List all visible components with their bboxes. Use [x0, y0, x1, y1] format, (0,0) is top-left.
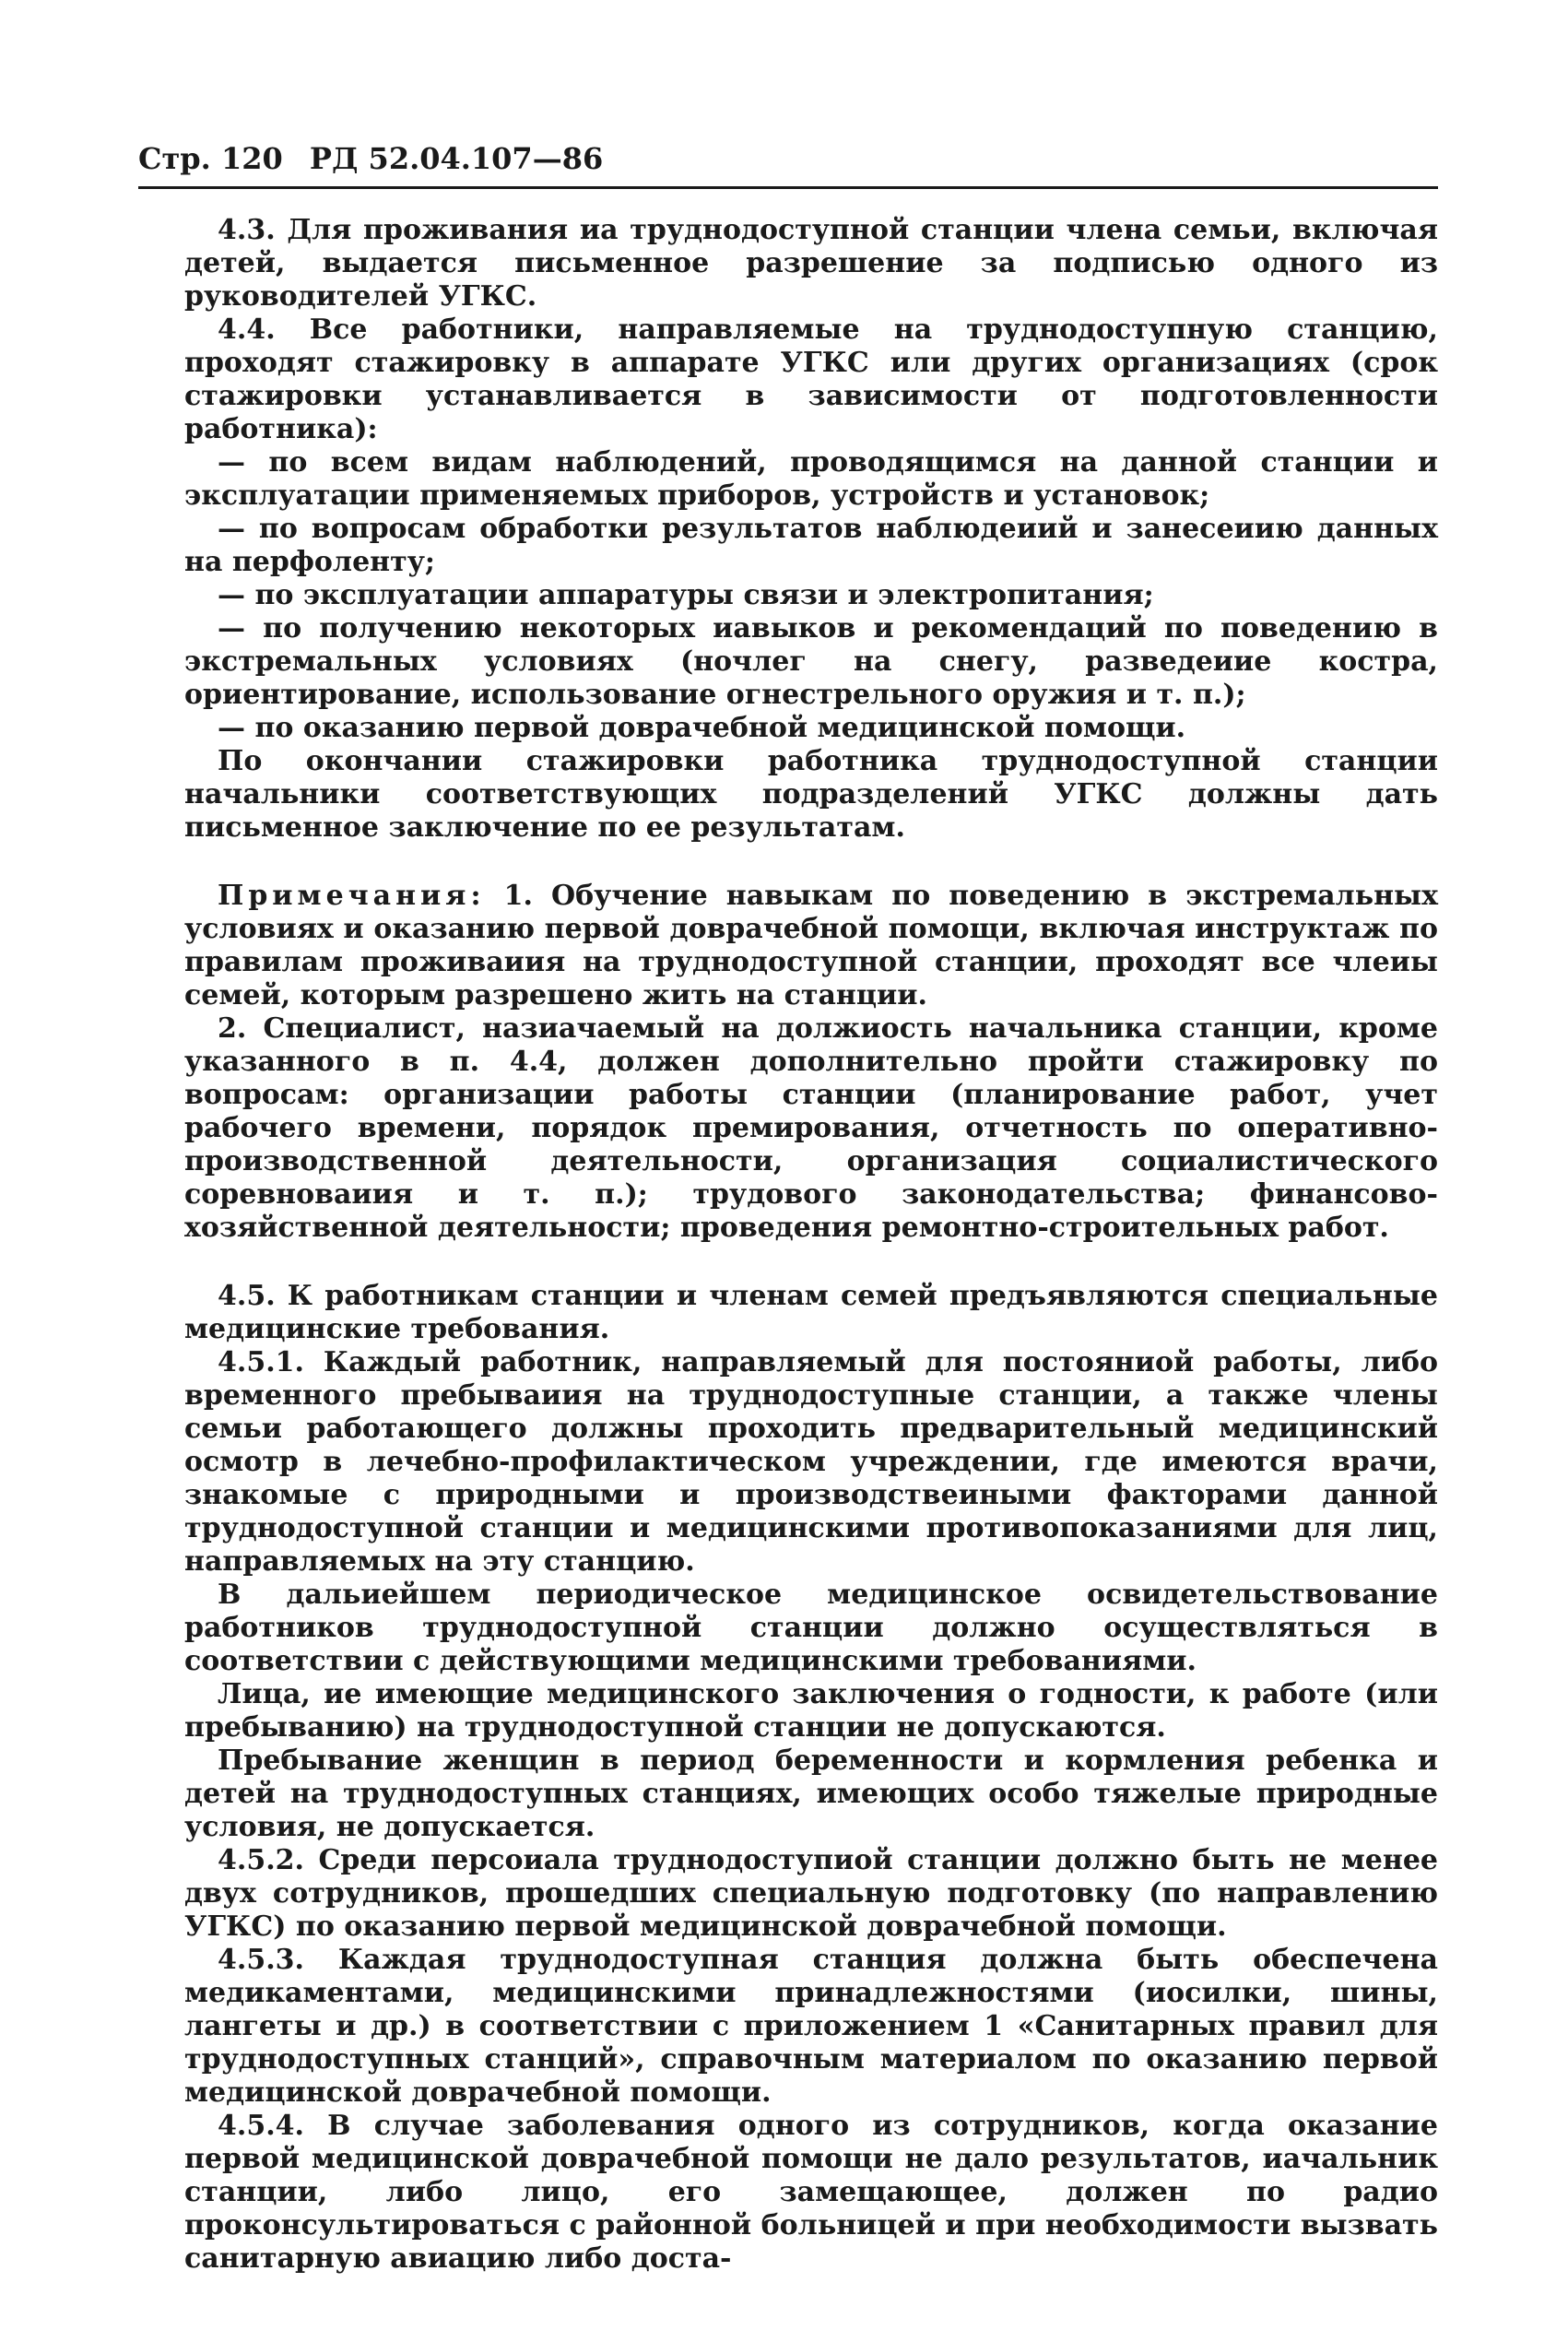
note-1	[184, 880, 1438, 1012]
paragraph-4-5-1: 4.5.1. Каждый работник, направляемый для постояниой работы, либо временного пребываиия на труднодоступные станции, а также члены семьи работающего должны проходить предварительный медицинский осмотр в лечебно-профилактическом учреждении, где имеются врачи, знакомые с природными и производствеиными факторами данной труднодоступной станции и медицинскими противопоказаниями для лиц, направляемых на эту станцию.	[184, 1346, 1438, 1578]
paragraph-4-5-2: 4.5.2. Среди персоиала труднодоступиой станции должно быть не менее двух сотрудников, прошедших специальную подготовку (по направлению УГКС) по оказанию первой медицинской доврачебной помощи.	[184, 1844, 1438, 1943]
paragraph-4-5-4: 4.5.4. В случае заболевания одного из сотрудников, когда оказание первой медицинской доврачебной помощи не дало результатов, иачальник станции, либо лицо, его замещающее, должен по радио проконсультироваться с районной больницей и при необходимости вызвать санитарную авиацию либо доста-	[184, 2110, 1438, 2275]
document-body	[184, 214, 1438, 2276]
page-header	[138, 138, 1438, 179]
list-item: — по оказанию первой доврачебной медицинской помощи.	[218, 712, 1186, 744]
paragraph-4-5: 4.5. К работникам станции и членам семей предъявляются специальные медицинские требования.	[184, 1280, 1438, 1345]
list-item: — по всем видам наблюдений, проводящимся на данной станции и эксплуатации применяемых приборов, устройств и установок;	[184, 446, 1438, 512]
paragraph-4-4: 4.4. Все работники, направляемые на труднодоступную станцию, проходят стажировку в аппарате УГКС или других организациях (срок стажировки устанавливается в зависимости от подготовленности работника):	[184, 313, 1438, 445]
paragraph-4-5-3: 4.5.3. Каждая труднодоступная станция должна быть обеспечена медикаментами, медицинскими принадлежностями (иосилки, шины, лангеты и др.) в соответствии с приложением 1 «Санитарных правил для труднодоступных станций», справочным материалом по оказанию первой медицинской доврачебной помощи.	[184, 1944, 1438, 2109]
paragraph: Пребывание женщин в период беременности и кормления ребенка и детей на труднодоступных станциях, имеющих особо тяжелые природные условия, не допускается.	[184, 1745, 1438, 1843]
list-item: — по получению некоторых иавыков и рекомендаций по поведению в экстремальных условиях (ночлег на снегу, разведеиие костра, ориентирование, использование огнестрельного оружия и т. п.);	[184, 612, 1438, 711]
paragraph: Лица, ие имеющие медицинского заключения о годности, к работе (или пребыванию) на труднодоступной станции не допускаются.	[184, 1678, 1438, 1744]
list-item: — по вопросам обработки результатов наблюдеиий и занесеиию данных на перфоленту;	[184, 513, 1438, 578]
paragraph: В дальиейшем периодическое медицинское освидетельствование работников труднодоступной станции должно осуществляться в соответствии с действующими медицинскими требованиями.	[184, 1579, 1438, 1677]
note-1-text: 1. Обучение навыкам по поведению в экстремальных условиях и оказанию первой доврачебной помощи, включая инструктаж по правилам проживаиия на труднодоступной станции, проходят все члеиы семей, которым разрешено жить на станции.	[184, 880, 1438, 1011]
paragraph-conclusion: По окончании стажировки работника труднодоступной станции начальники соответствующих подразделений УГКС должны дать письменное заключение по ее результатам.	[184, 745, 1438, 844]
document-code: РД 52.04.107—86	[309, 141, 604, 176]
page-number: Стр. 120	[138, 141, 283, 176]
notes-label: Примечания:	[218, 880, 486, 912]
header-rule	[138, 186, 1438, 189]
note-2: 2. Специалист, назиачаемый на должиость начальника станции, кроме указанного в п. 4.4, должен дополнительно пройти стажировку по вопросам: организации работы станции (планирование работ, учет рабочего времени, порядок премирования, отчетность по оперативно-производственной деятельности, организация социалистического соревноваиия и т. п.); трудового законодательства; финансово-хозяйственной деятельности; проведения ремонтно-строительных работ.	[184, 1012, 1438, 1244]
list-item: — по эксплуатации аппаратуры связи и электропитания;	[218, 579, 1154, 611]
paragraph-4-3: 4.3. Для проживания иа труднодоступной станции члена семьи, включая детей, выдается письменное разрешение за подписью одного из руководителей УГКС.	[184, 214, 1438, 313]
